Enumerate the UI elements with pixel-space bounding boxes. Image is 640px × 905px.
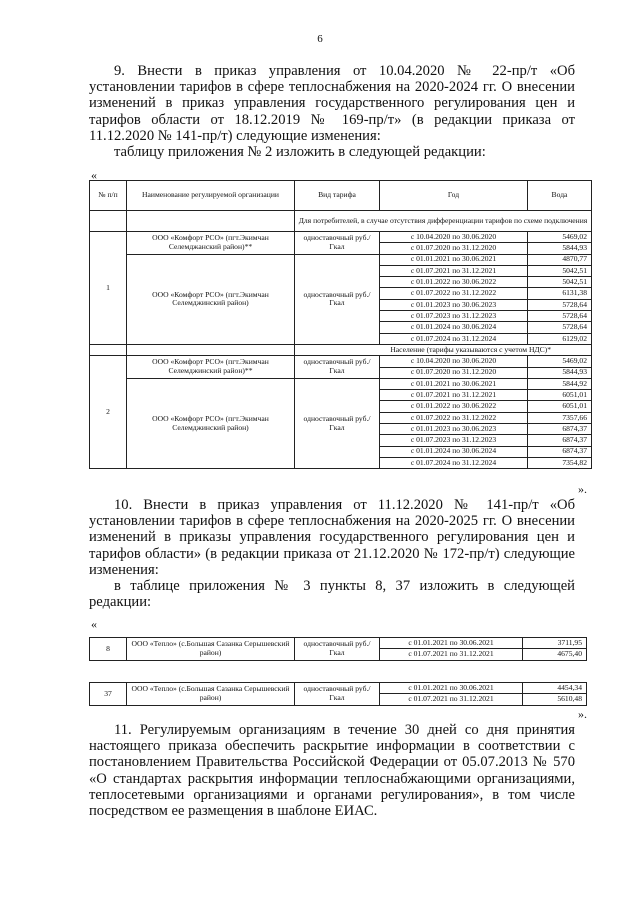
value: 5042,51: [528, 265, 592, 276]
value: 7357,66: [528, 412, 592, 423]
tariff-type: одноставочный руб./Гкал: [295, 254, 380, 344]
section-label: Для потребителей, в случае отсутствия дифференциации тарифов по схеме подключения: [295, 211, 592, 232]
section-10-sub: в таблице приложения № 3 пункты 8, 37 изложить в следующей редакции:: [89, 578, 575, 611]
section-row-population: [90, 344, 592, 355]
close-quote-9: ».: [578, 482, 587, 496]
org-name: ООО «Комфорт РСО» (пгт.Экимчан Селемджинский район): [127, 378, 295, 468]
value: 6874,37: [528, 435, 592, 446]
period: с 01.07.2021 по 31.12.2021: [380, 390, 528, 401]
org-name: ООО «Комфорт РСО» (пгт.Экимчан Селемджанский район)**: [127, 232, 295, 255]
section-11: [89, 722, 575, 819]
org-name: ООО «Тепло» (с.Большая Сазанка Серышевский район): [127, 683, 295, 706]
org-name: ООО «Тепло» (с.Большая Сазанка Серышевский район): [127, 638, 295, 661]
tariff-type: одноставочный руб./Гкал: [295, 378, 380, 468]
table-header: [90, 181, 592, 211]
value: 5728,64: [528, 322, 592, 333]
row-number: 1: [90, 232, 127, 345]
value: 4675,40: [523, 649, 587, 660]
period: с 01.01.2023 по 30.06.2023: [380, 299, 528, 310]
period: с 01.07.2023 по 31.12.2023: [380, 311, 528, 322]
section-label: Население (тарифы указываются с учетом НДС)*: [295, 344, 592, 355]
period: с 01.01.2024 по 30.06.2024: [380, 446, 528, 457]
value: 5469,02: [528, 356, 592, 367]
value: 4454,34: [523, 683, 587, 694]
period: с 01.07.2021 по 31.12.2021: [380, 694, 523, 705]
value: 6051,01: [528, 390, 592, 401]
period: с 01.07.2021 по 31.12.2021: [380, 649, 523, 660]
section-9-sub: таблицу приложения № 2 изложить в следующей редакции:: [114, 144, 486, 161]
value: 5728,64: [528, 311, 592, 322]
section-10: [89, 497, 575, 610]
value: 6051,01: [528, 401, 592, 412]
period: с 01.07.2020 по 31.12.2020: [380, 243, 528, 254]
period: с 01.01.2023 по 30.06.2023: [380, 424, 528, 435]
header-cell: Вода: [528, 181, 592, 211]
period: с 10.04.2020 по 30.06.2020: [380, 356, 528, 367]
tariff-type: одноставочный руб./Гкал: [295, 683, 380, 706]
value: 5469,02: [528, 232, 592, 243]
period: с 01.01.2022 по 30.06.2022: [380, 277, 528, 288]
header-cell: Наименование регулируемой организации: [127, 181, 295, 211]
org-name: ООО «Комфорт РСО» (пгт.Экимчан Селемджинский район)**: [127, 356, 295, 379]
table-row: [90, 638, 587, 649]
period: с 01.07.2024 по 31.12.2024: [380, 333, 528, 344]
value: 5728,64: [528, 299, 592, 310]
section-9: [89, 63, 575, 160]
value: 5844,93: [528, 367, 592, 378]
row-number: 37: [90, 683, 127, 706]
section-9-text: 9. Внести в приказ управления от 10.04.2020 № 22-пр/т «Об установлении тарифов в сфере теплоснабжения на 2020-2024 гг. О внесении изменений в приказ управления государственного регулирования цен и тарифов области от 18.12.2019 № 169-пр/т» (в редакции приказа от 11.12.2020 № 141-пр/т) следующие изменения:: [89, 63, 575, 144]
table-row: [90, 356, 592, 367]
period: с 01.01.2021 по 30.06.2021: [380, 683, 523, 694]
close-quote-10: ».: [578, 707, 587, 721]
section-11-text: 11. Регулируемым организациям в течение 30 дней со дня принятия настоящего приказа обеспечить раскрытие информации в соответствии с постановлением Правительства Российской Федерации от 05.07.2013 № 570 «О стандартах раскрытия информации теплоснабжающими организациями, теплосетевыми организациями и органами регулирования», в том числе посредством ее размещения в шаблоне ЕИАС.: [89, 722, 575, 820]
period: с 01.07.2020 по 31.12.2020: [380, 367, 528, 378]
table-row: [90, 683, 587, 694]
item-8-table: [89, 637, 587, 661]
period: с 01.01.2022 по 30.06.2022: [380, 401, 528, 412]
period: с 01.07.2021 по 31.12.2021: [380, 265, 528, 276]
section-row-consumers: [90, 211, 592, 232]
table-row: [90, 254, 592, 265]
table-row: [90, 378, 592, 389]
value: 5844,93: [528, 243, 592, 254]
period: с 10.04.2020 по 30.06.2020: [380, 232, 528, 243]
value: 6874,37: [528, 446, 592, 457]
period: с 01.07.2022 по 31.12.2022: [380, 288, 528, 299]
value: 6131,38: [528, 288, 592, 299]
value: 5042,51: [528, 277, 592, 288]
row-number: 8: [90, 638, 127, 661]
value: 3711,95: [523, 638, 587, 649]
item-37-table: [89, 682, 587, 706]
row-number: 2: [90, 356, 127, 469]
tariff-table-2: [89, 180, 592, 469]
open-quote-10: «: [91, 617, 97, 631]
period: с 01.07.2022 по 31.12.2022: [380, 412, 528, 423]
value: 7354,82: [528, 457, 592, 468]
open-quote-9: «: [91, 168, 97, 182]
section-10-text: 10. Внести в приказ управления от 11.12.2020 № 141-пр/т «Об установлении тарифов в сфере теплоснабжения на 2020-2025 гг. О внесении изменений в приказы управления государственного регулирования цен и тарифов области» (в редакции приказа от 21.12.2020 № 172-пр/т) следующие изменения:: [89, 497, 575, 578]
period: с 01.01.2024 по 30.06.2024: [380, 322, 528, 333]
tariff-type: одноставочный руб./Гкал: [295, 232, 380, 255]
org-name: ООО «Комфорт РСО» (пгт.Экимчан Селемджинский район): [127, 254, 295, 344]
value: 6874,37: [528, 424, 592, 435]
value: 4870,77: [528, 254, 592, 265]
tariff-type: одноставочный руб./Гкал: [295, 356, 380, 379]
table-row: [90, 232, 592, 243]
period: с 01.01.2021 по 30.06.2021: [380, 638, 523, 649]
value: 5844,92: [528, 378, 592, 389]
page-number: 6: [317, 33, 323, 45]
header-cell: Год: [380, 181, 528, 211]
period: с 01.01.2021 по 30.06.2021: [380, 378, 528, 389]
header-cell: № п/п: [90, 181, 127, 211]
period: с 01.07.2024 по 31.12.2024: [380, 457, 528, 468]
period: с 01.01.2021 по 30.06.2021: [380, 254, 528, 265]
value: 6129,02: [528, 333, 592, 344]
value: 5610,48: [523, 694, 587, 705]
header-cell: Вид тарифа: [295, 181, 380, 211]
period: с 01.07.2023 по 31.12.2023: [380, 435, 528, 446]
tariff-type: одноставочный руб./Гкал: [295, 638, 380, 661]
